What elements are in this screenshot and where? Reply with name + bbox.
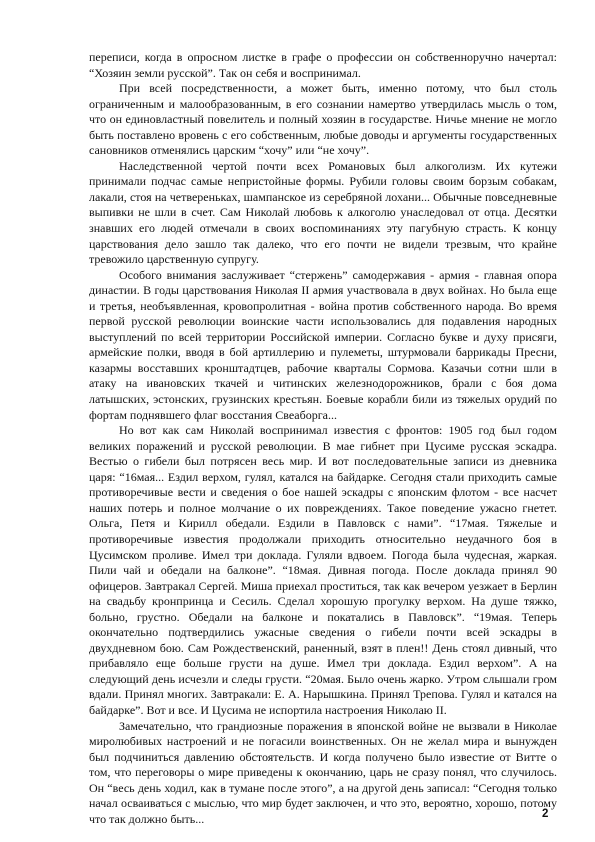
paragraph-tsushima-diary: Но вот как сам Николай воспринимал известия с фронтов: 1905 год был годом великих поражений и русской революции. В мае гибнет при Цусиме русская эскадра. Вестью о гибели был потрясен весь мир. И вот последовательные записи из дневника царя: “16мая... Ездил верхом, гулял, катался на байдарке. Сегодня стали приходить самые противоречивые вести и сведения о бое нашей эскадры с японским флотом - все насчет наших потерь и полное молчание о их повреждениях. Такое поведение ужасно гнетет. Ольга, Петя и Кирилл обедали. Ездили в Павловск с нами”. “17мая. Тяжелые и противоречивые известия продолжали приходить относительно неудачного боя в Цусимском проливе. Имел три доклада. Гуляли вдвоем. Погода была чудесная, жаркая. Пили чай и обедали на балконе”. “18мая. Дивная погода. После доклада принял 90 офицеров. Завтракал Сергей. Миша приехал проститься, так как вечером уезжает в Берлин на свадьбу кронпринца и Сесиль. Сделал хорошую прогулку верхом. На душе тяжко, больно, грустно. Обедали на балконе и покатались в Павловск”. “19мая. Теперь окончательно подтвердились ужасные сведения о гибели почти всей эскадры в двухдневном бою. Сам Рождественский, раненный, взят в плен!! День стоял дивный, что прибавляло еще больше грусти на душе. Имел три доклада. Ездил верхом”. А на следующий день исчезли и следы грусти. “20мая. Было очень жарко. Утром слышали гром вдали. Принял многих. Завтракали: Е. А. Нарышкина. Принял Трепова. Гулял и катался на байдарке”. Вот и все. И Цусима не испортила настроения Николаю II. — [89, 423, 557, 717]
paragraph-alcoholism: Наследственной чертой почти всех Романовых был алкоголизм. Их кутежи принимали подчас самые непристойные формы. Рубили головы своим борзым собакам, лакали, стоя на четвереньках, шампанское из серебряной лохани... Обычные повседневные выпивки не шли в счет. Сам Николай любовь к алкоголю унаследовал от отца. Десятки знавших его людей отмечали в своих воспоминаниях эту пагубную страсть. К концу царствования дело зашло так далеко, что его почти не видели трезвым, что крайне тревожило царственную супругу. — [89, 158, 557, 267]
paragraph-army: Особого внимания заслуживает “стержень” самодержавия - армия - главная опора династии. В годы царствования Николая II армия участвовала в двух войнах. Но была еще и третья, необъявленная, кровопролитная - война против собственного народа. Во время первой русской революции воинские части использовались для подавления народных выступлений по всей территории Российской империи. Согласно букве и духу присяги, армейские полки, вводя в бой артиллерию и пулеметы, штурмовали баррикады Пресни, казармы восставших кронштадтцев, рабочие кварталы Сормова. Казачьи сотни шли в атаку на ивановских ткачей и читинских железнодорожников, брали с боя дома латышских, эстонских, грузинских крестьян. Боевые корабли били из тяжелых орудий по фортам поднявшего флаг восстания Свеаборга... — [89, 267, 557, 422]
paragraph-census-entry: переписи, когда в опросном листке в графе о профессии он собственноручно начертал: “Хозяин земли русской”. Так он себя и воспринимал. — [89, 50, 557, 80]
page-number: 2 — [542, 808, 549, 820]
paragraph-peace-talks: Замечательно, что грандиозные поражения в японской войне не вызвали в Николае миролюбивых настроений и не погасили воинственных. Он не желал мира и вынужден был подчиниться давлению обстоятельств. И когда получено было известие от Витте о том, что переговоры о мире приведены к окончанию, царь не сразу понял, что случилось. Он “весь день ходил, как в тумане после этого”, а на другой день записал: “Сегодня только начал осваиваться с мыслью, что мир будет заключен, и что это, вероятно, хорошо, потому что так должно быть... — [89, 718, 557, 826]
paragraph-mediocrity: При всей посредственности, а может быть, именно потому, что был столь ограниченным и малообразованным, в его сознании намертво утвердилась мысль о том, что он единовластный повелитель и полный хозяин в государстве. Ничье мнение не могло быть поставлено вровень с его собственным, любые доводы и аргументы государственных сановников отменялись царским “хочу” или “не хочу”. — [89, 81, 557, 158]
page-body — [89, 50, 557, 827]
